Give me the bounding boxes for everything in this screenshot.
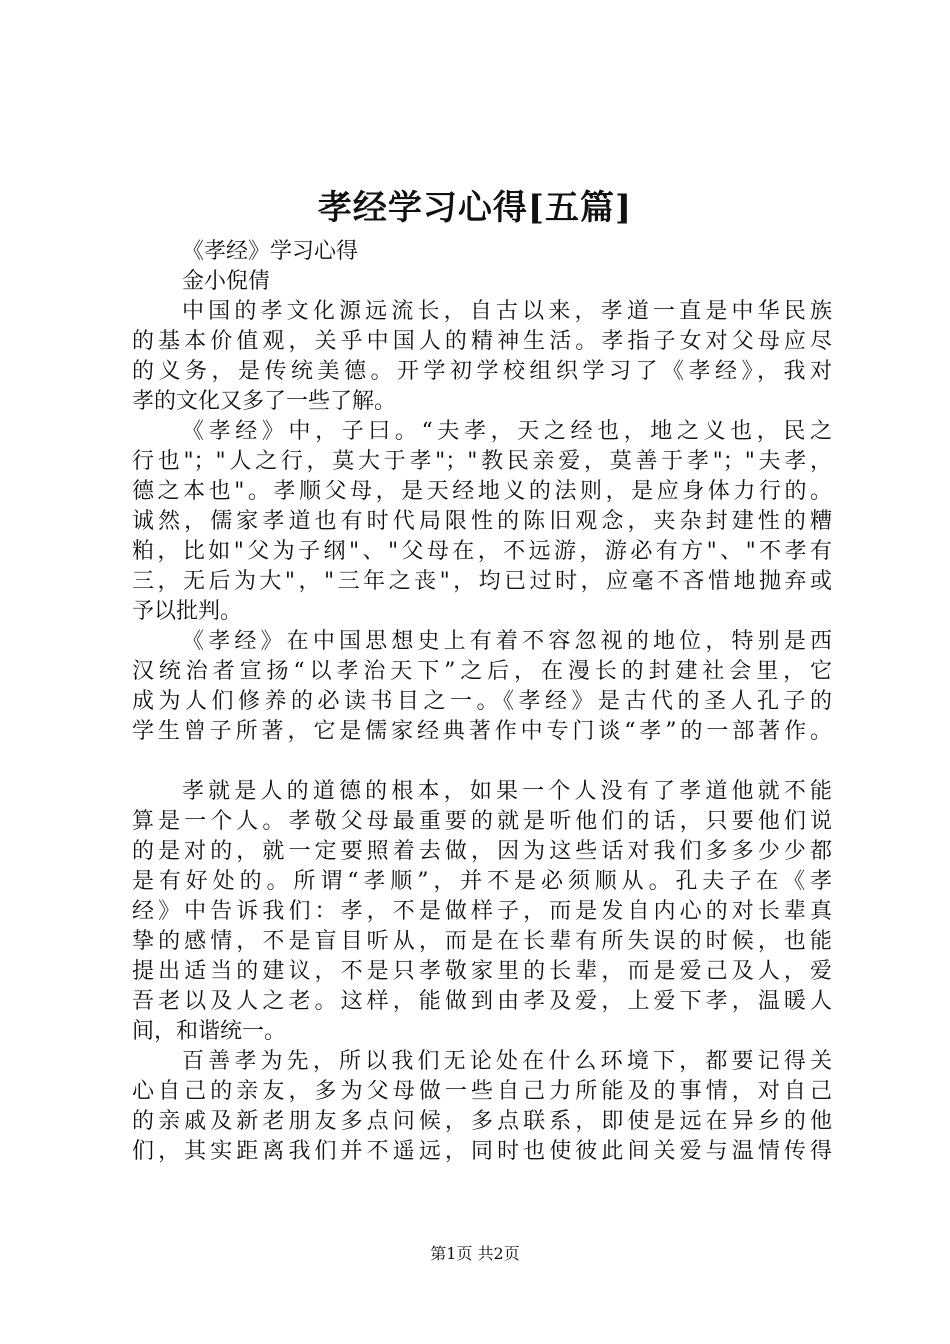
paragraph-line: 的义务，是传统美德。开学初学校组织学习了《孝经》，我对 (132, 359, 832, 384)
paragraph-gap (132, 747, 832, 777)
document-body (132, 237, 832, 1167)
paragraph-line: 成为人们修养的必读书目之一。《孝经》是古代的圣人孔子的 (132, 689, 832, 714)
paragraph-line: 《孝经》中，子曰。“夫孝，天之经也，地之义也，民之 (182, 419, 832, 444)
paragraph-line: 汉统治者宣扬“以孝治天下”之后，在漫长的封建社会里，它 (132, 659, 832, 684)
document-author: 金小倪倩 (182, 269, 271, 294)
document-subtitle: 《孝经》学习心得 (182, 239, 359, 264)
paragraph-line: 算是一个人。孝敬父母最重要的就是听他们的话，只要他们说 (132, 809, 832, 834)
paragraph-line: 学生曾子所著，它是儒家经典著作中专门谈“孝”的一部著作。 (132, 719, 832, 744)
document-title: 孝经学习心得[五篇] (317, 188, 633, 228)
paragraph-line: 经》中告诉我们：孝，不是做样子，而是发自内心的对长辈真 (132, 899, 832, 924)
paragraph-line: 的基本价值观，关乎中国人的精神生活。孝指子女对父母应尽 (132, 329, 832, 354)
paragraph-line: 诚然，儒家孝道也有时代局限性的陈旧观念，夹杂封建性的糟 (132, 509, 832, 534)
paragraph-line: 的亲戚及新老朋友多点问候，多点联系，即使是远在异乡的他 (132, 1109, 832, 1134)
paragraph-line: 《孝经》在中国思想史上有着不容忽视的地位，特别是西 (182, 629, 832, 654)
paragraph-line: 的是对的，就一定要照着去做，因为这些话对我们多多少少都 (132, 839, 832, 864)
paragraph-line: 孝就是人的道德的根本，如果一个人没有了孝道他就不能 (182, 779, 832, 804)
paragraph-line: 三，无后为大"，"三年之丧"，均已过时，应毫不吝惜地抛弃或 (132, 569, 832, 594)
paragraph-line: 间，和谐统一。 (132, 1019, 287, 1044)
paragraph-line: 德之本也"。孝顺父母，是天经地义的法则，是应身体力行的。 (132, 479, 832, 504)
paragraph-line: 心自己的亲友，多为父母做一些自己力所能及的事情，对自己 (132, 1079, 832, 1104)
paragraph-line: 吾老以及人之老。这样，能做到由孝及爱，上爱下孝，温暖人 (132, 989, 832, 1014)
paragraph-line: 们，其实距离我们并不遥远，同时也使彼此间关爱与温情传得 (132, 1139, 832, 1164)
paragraph-line: 粕，比如"父为子纲"、"父母在，不远游，游必有方"、"不孝有 (132, 539, 832, 564)
paragraph-line: 行也"；"人之行，莫大于孝"；"教民亲爱，莫善于孝"；"夫孝， (132, 449, 832, 474)
paragraph-line: 挚的感情，不是盲目听从，而是在长辈有所失误的时候，也能 (132, 929, 832, 954)
paragraph-line: 予以批判。 (132, 599, 243, 624)
paragraph-line: 提出适当的建议，不是只孝敬家里的长辈，而是爱己及人，爱 (132, 959, 832, 984)
paragraph-line: 中国的孝文化源远流长，自古以来，孝道一直是中华民族 (182, 299, 832, 324)
paragraph-line: 百善孝为先，所以我们无论处在什么环境下，都要记得关 (182, 1049, 832, 1074)
paragraph-line: 孝的文化又多了一些了解。 (132, 389, 397, 414)
page-footer: 第1页 共2页 (430, 1244, 520, 1263)
paragraph-line: 是有好处的。所谓“孝顺”，并不是必须顺从。孔夫子在《孝 (132, 869, 832, 894)
